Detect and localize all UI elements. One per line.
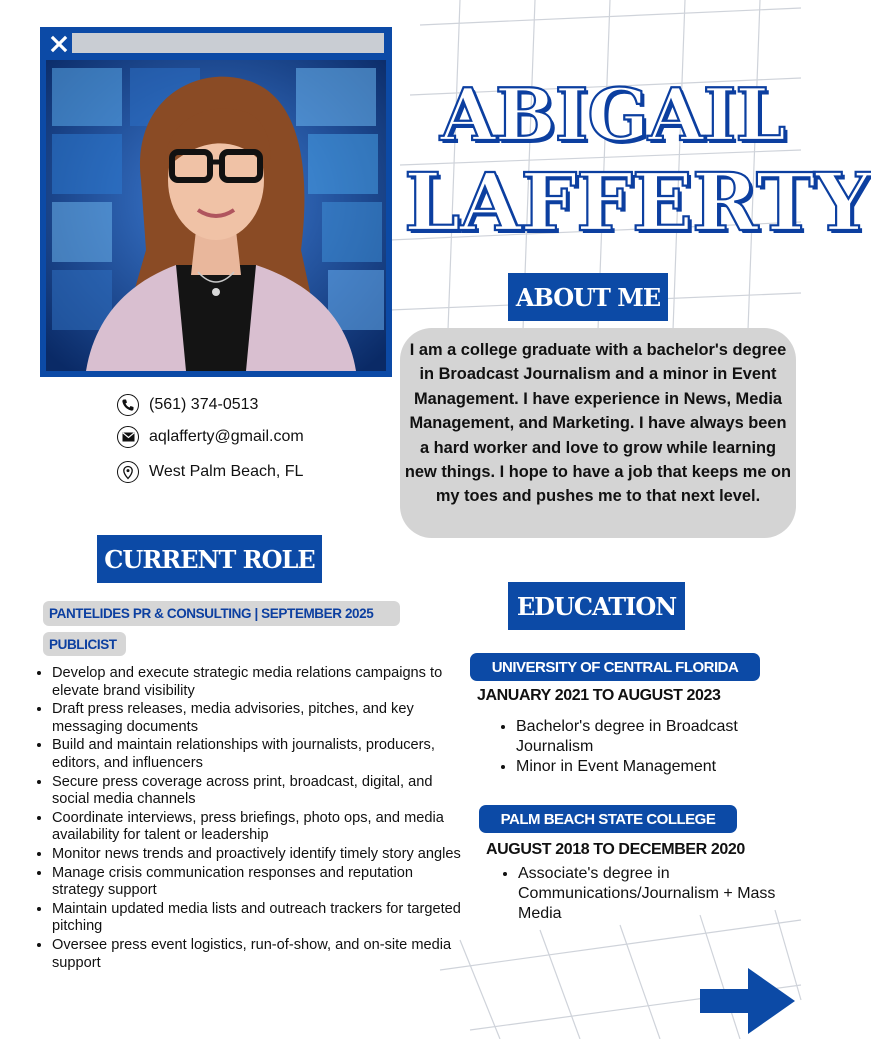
location-pin-icon [117,461,139,483]
arrow-right-icon [700,968,796,1034]
contact-location-row [117,461,303,483]
list-item: • Bachelor's degree in Broadcast Journalism [516,717,766,757]
education-heading: EDUCATION [508,582,685,630]
photo-window-titlebar [46,31,386,55]
school-details [496,717,766,777]
school-dates: AUGUST 2018 TO DECEMBER 2020 [486,841,745,858]
current-role-heading: CURRENT ROLE [97,535,322,583]
last-name: LAFFERTY [404,155,871,249]
duty-item: • Oversee press event logistics, run-of-show, and on-site media support [52,937,462,972]
phone-text[interactable]: (561) 374-0513 [149,396,259,413]
duty-item: • Develop and execute strategic media relations campaigns to elevate brand visibility [52,665,462,700]
first-name: ABIGAIL [440,72,786,157]
duty-item: • Secure press coverage across print, broadcast, digital, and social media channels [52,774,462,809]
phone-icon [117,394,139,416]
list-item: • Associate's degree in Communications/Journalism + Mass Media [518,864,778,924]
contact-phone-row [117,394,258,416]
profile-photo [46,60,386,371]
about-text: I am a college graduate with a bachelor's degree in Broadcast Journalism and a minor in Event Management. I have experience in News, Media Management, and Marketing. I have always been a hard worker and love to grow while learning new things. I hope to have a job that keeps me on my toes and pushes me to that next level. [400,328,796,538]
contact-email-row [117,426,304,448]
duty-list [30,665,462,973]
duty-item: • Draft press releases, media advisories, pitches, and key messaging documents [52,701,462,736]
school-details [498,864,778,924]
email-text[interactable]: aqlafferty@gmail.com [149,428,304,445]
school-name: UNIVERSITY OF CENTRAL FLORIDA [470,653,760,681]
role-company-line: PANTELIDES PR & CONSULTING | SEPTEMBER 2025 [43,601,400,626]
role-title: PUBLICIST [43,632,126,656]
location-text: West Palm Beach, FL [149,463,304,480]
school-dates: JANUARY 2021 TO AUGUST 2023 [477,687,721,704]
duty-item: • Manage crisis communication responses and reputation strategy support [52,865,462,900]
duty-item: • Monitor news trends and proactively identify timely story angles [52,846,462,864]
duty-item: • Build and maintain relationships with journalists, producers, editors, and influencers [52,737,462,772]
duty-item: • Maintain updated media lists and outreach trackers for targeted pitching [52,901,462,936]
school-name: PALM BEACH STATE COLLEGE [479,805,737,833]
duty-item: • Coordinate interviews, press briefings, photo ops, and media availability for talent or leadership [52,810,462,845]
list-item: • Minor in Event Management [516,757,766,777]
about-heading: ABOUT ME [508,273,668,321]
mail-icon [117,426,139,448]
close-icon [45,30,72,57]
